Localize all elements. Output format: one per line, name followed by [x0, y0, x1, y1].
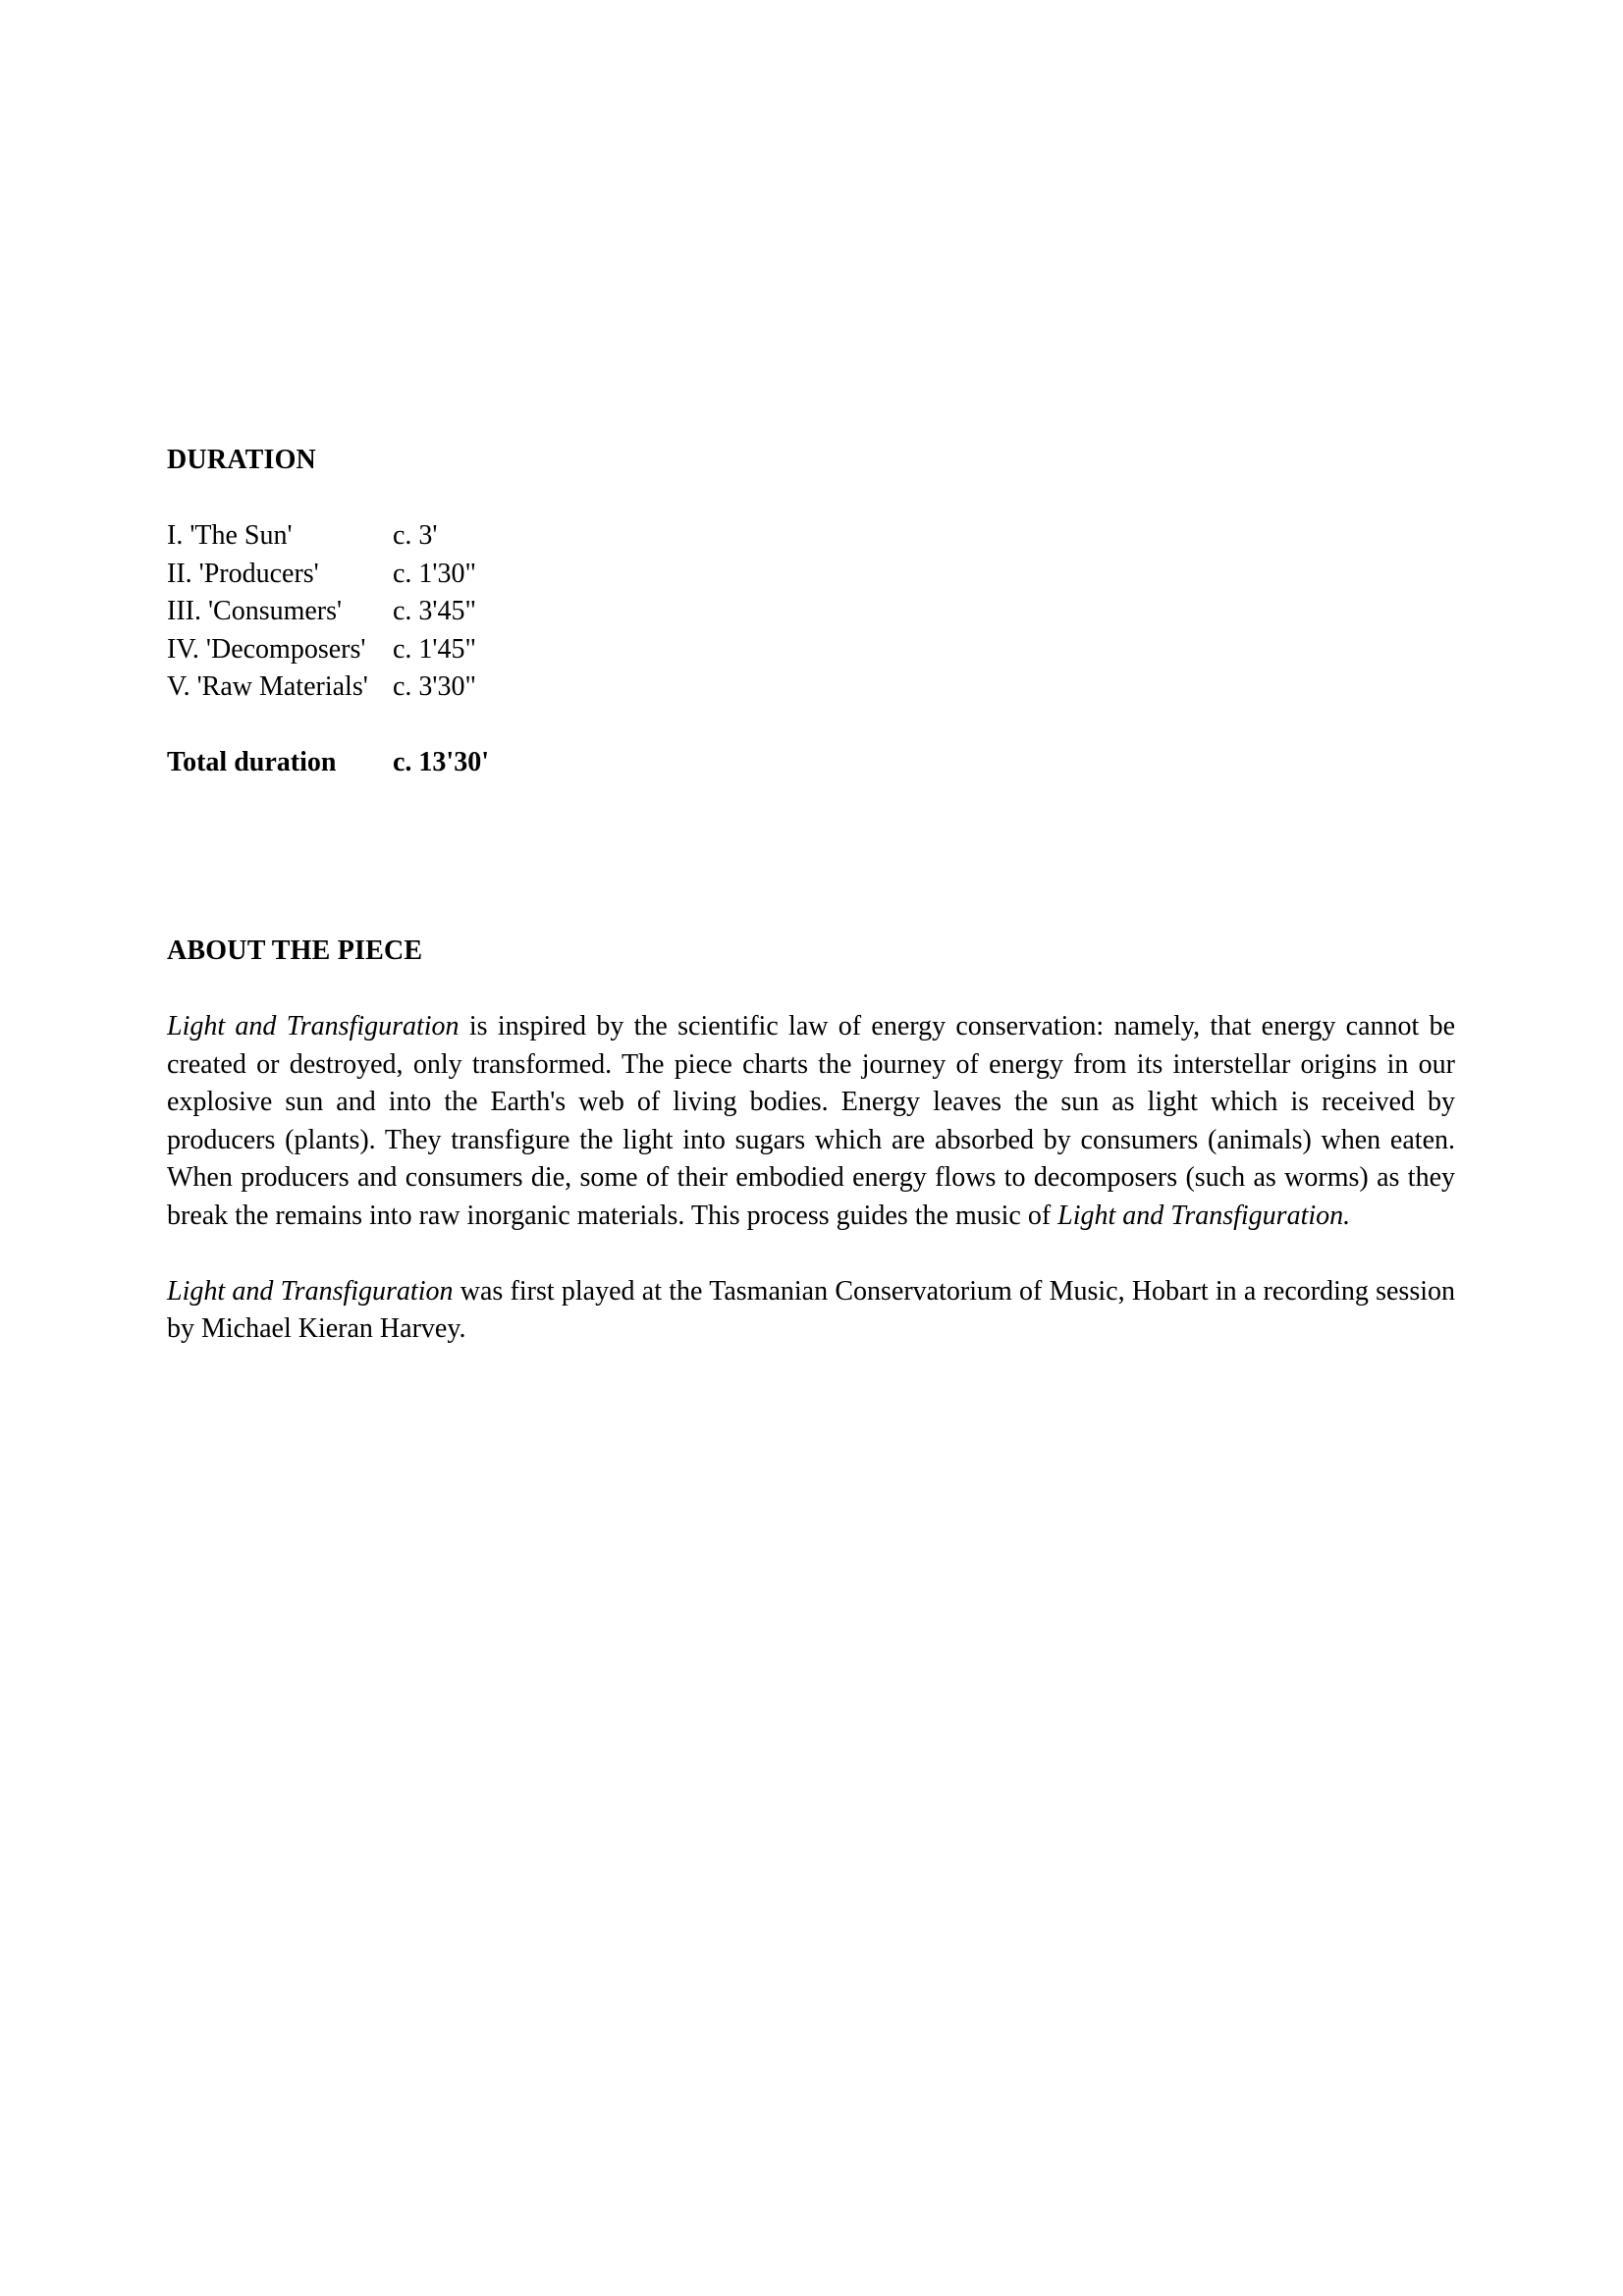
- movement-row: [167, 668, 489, 707]
- total-duration-value: c. 13'30': [393, 747, 489, 777]
- about-paragraph: [167, 1273, 1455, 1349]
- movement-row: [167, 593, 489, 631]
- total-duration-label: Total duration: [167, 747, 337, 777]
- movement-duration: c. 3'45": [393, 596, 476, 626]
- total-duration-row: [167, 707, 489, 782]
- about-heading: ABOUT THE PIECE: [167, 935, 423, 966]
- movement-row: [167, 631, 489, 669]
- movement-duration: c. 1'30": [393, 558, 476, 589]
- movement-name: IV. 'Decomposers': [167, 633, 366, 665]
- movement-duration: c. 3': [393, 520, 438, 551]
- piece-title: Light and Transfiguration: [167, 1011, 460, 1041]
- movement-name: I. 'The Sun': [167, 520, 293, 551]
- about-paragraph: [167, 1008, 1455, 1235]
- duration-table: [167, 517, 489, 782]
- movement-duration: c. 3'30": [393, 671, 476, 702]
- piece-title: Light and Transfiguration: [167, 1275, 454, 1307]
- duration-heading: DURATION: [167, 445, 316, 475]
- paragraph-text: was first played at the Tasmanian Conservatorium of Music, Hobart in a recording session by Michael Kieran Harvey.: [167, 1275, 1455, 1344]
- movement-name: III. 'Consumers': [167, 596, 343, 626]
- movement-row: [167, 556, 489, 594]
- piece-title: Light and Transfiguration.: [1057, 1200, 1351, 1231]
- about-body: [167, 1008, 1455, 1386]
- movement-name: II. 'Producers': [167, 558, 319, 589]
- movement-row: [167, 517, 489, 556]
- movement-duration: c. 1'45": [393, 633, 476, 665]
- movement-name: V. 'Raw Materials': [167, 671, 368, 702]
- paragraph-text: is inspired by the scientific law of energy conservation: namely, that energy cannot be created or destroyed, only transformed. The piece charts the journey of energy from its interstellar origins in our explosive sun and into the Earth's web of living bodies. Energy leaves the sun as light which is received by producers (plants). They transfigure the light into sugars which are absorbed by consumers (animals) when eaten. When producers and consumers die, some of their embodied energy flows to decomposers (such as worms) as they break the remains into raw inorganic materials. This process guides the music of: [167, 1011, 1456, 1231]
